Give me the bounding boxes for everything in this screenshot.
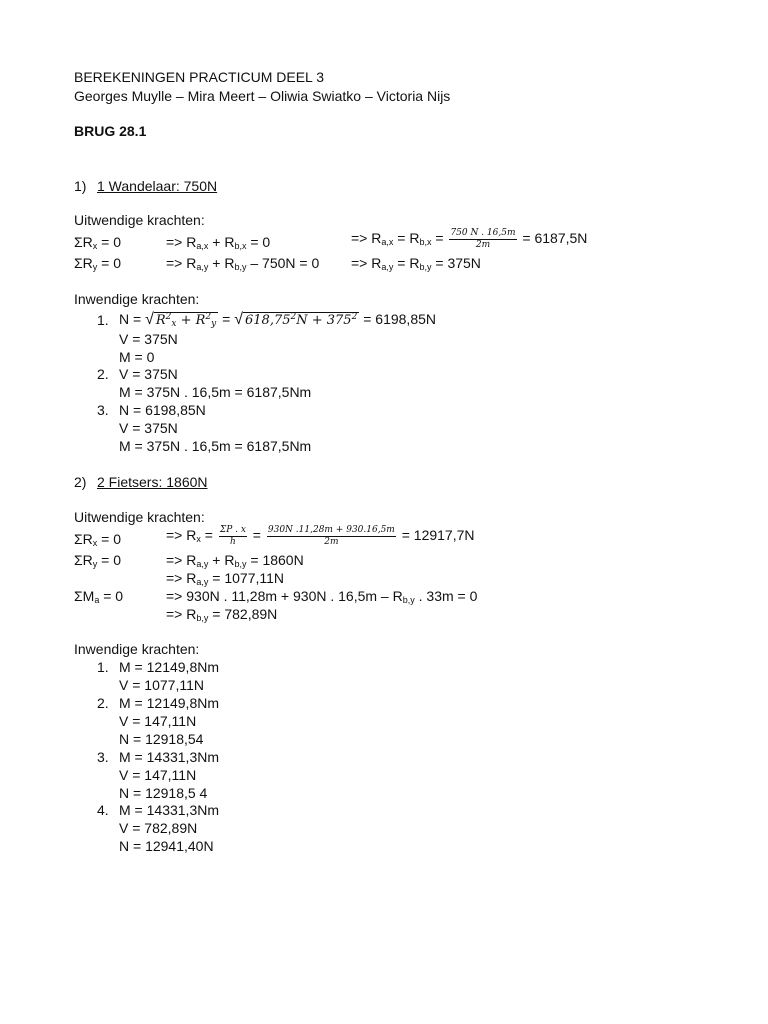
s2-item4-v: V = 782,89N: [119, 820, 198, 836]
fraction-sum-p: $\frac{\Sigma P . x}{h}$: [219, 525, 246, 547]
s2-item1-m: M = 12149,8Nm: [119, 659, 219, 675]
item3-m: M = 375N . 16,5m = 6187,5Nm: [119, 438, 312, 454]
item-number: 1.: [97, 312, 109, 328]
section2-number: 2): [74, 474, 87, 490]
section1-title: 1 Wandelaar: 750N: [97, 178, 218, 194]
eq-ray-rby-2: => $R_{a,y} + R_{b,y} = 1860N$: [166, 552, 304, 569]
section2-ext-label: Uitwendige krachten:: [74, 509, 205, 525]
eq-ray-rby: => $R_{a,y} + R_{b,y} - 750N = 0$: [166, 255, 320, 272]
s2-item1-v: V = 1077,11N: [119, 677, 204, 693]
s2-item2-m: M = 12149,8Nm: [119, 695, 219, 711]
s2-item2-v: V = 147,11N: [119, 713, 197, 729]
item2-m: M = 375N . 16,5m = 6187,5Nm: [119, 384, 312, 400]
s2-item3-n: N = 12918,5 4: [119, 785, 208, 801]
section1-ext-label: Uitwendige krachten:: [74, 212, 205, 228]
item-number: 2.: [97, 695, 109, 711]
s2-item3-v: V = 147,11N: [119, 767, 197, 783]
item1-v: V = 375N: [119, 331, 178, 347]
section1-int-label: Inwendige krachten:: [74, 291, 200, 307]
eq-sum-ry-2: $\Sigma R_y = 0$: [74, 552, 122, 569]
eq-rax-result: => $R_{a,x} = R_{b,x}$ = $\frac{750 N . 16,5m}{2m}$ = 6187,5N: [351, 228, 588, 250]
item-number: 2.: [97, 366, 109, 382]
eq-ray-2: => $R_{a,y} = 1077,11N$: [166, 570, 285, 587]
document-title: BEREKENINGEN PRACTICUM DEEL 3: [74, 69, 324, 85]
item2-v: V = 375N: [119, 366, 178, 382]
bridge-heading: BRUG 28.1: [74, 123, 147, 139]
section1-number: 1): [74, 178, 87, 194]
item1-m: M = 0: [119, 349, 155, 365]
item-number: 1.: [97, 659, 109, 675]
item3-v: V = 375N: [119, 420, 178, 436]
fraction-moments: $\frac{930N .11,28m + 930.16,5m}{2m}$: [267, 525, 395, 547]
eq-rax-rbx: => $R_{a,x} + R_{b,x} = 0$: [166, 234, 271, 251]
s2-item4-n: N = 12941,40N: [119, 838, 214, 854]
document-authors: Georges Muylle – Mira Meert – Oliwia Swiatko – Victoria Nijs: [74, 88, 451, 104]
eq-ray-result: => $R_{a,y} = R_{b,y} = 375N$: [351, 255, 481, 272]
s2-item4-m: M = 14331,3Nm: [119, 802, 219, 818]
eq-rby-2: => $R_{b,y} = 782,89N$: [166, 606, 278, 623]
eq-n-root: N = √ $R^2_x + R^2_y$ = √ $618,75^2N + 375^2 = 6198,85N$: [119, 311, 437, 329]
eq-sum-rx: $\Sigma R_x = 0$: [74, 234, 122, 251]
fraction-moment: $\frac{750 N . 16,5m}{2m}$: [450, 228, 516, 250]
eq-rx-fraction: => $R_x$ = $\frac{\Sigma P . x}{h}$ = $\frac{930N .11,28m + 930.16,5m}{2m}$ = 12917,7N: [166, 525, 475, 547]
s2-item3-m: M = 14331,3Nm: [119, 749, 219, 765]
item3-n: N = 6198,85N: [119, 402, 206, 418]
section2-title: 2 Fietsers: 1860N: [97, 474, 208, 490]
item-number: 3.: [97, 402, 109, 418]
s2-item2-n: N = 12918,54: [119, 731, 204, 747]
eq-sum-ma: $\Sigma M_a = 0$: [74, 588, 124, 605]
item-number: 3.: [97, 749, 109, 765]
eq-moment: => 930N . 11,28m + 930N . $16,5m - R_{b,y}$ . 33m = 0: [166, 588, 478, 605]
section2-int-label: Inwendige krachten:: [74, 641, 200, 657]
eq-sum-rx-2: $\Sigma R_x = 0$: [74, 531, 122, 548]
item-number: 4.: [97, 802, 109, 818]
eq-sum-ry: $\Sigma R_y = 0$: [74, 255, 122, 272]
